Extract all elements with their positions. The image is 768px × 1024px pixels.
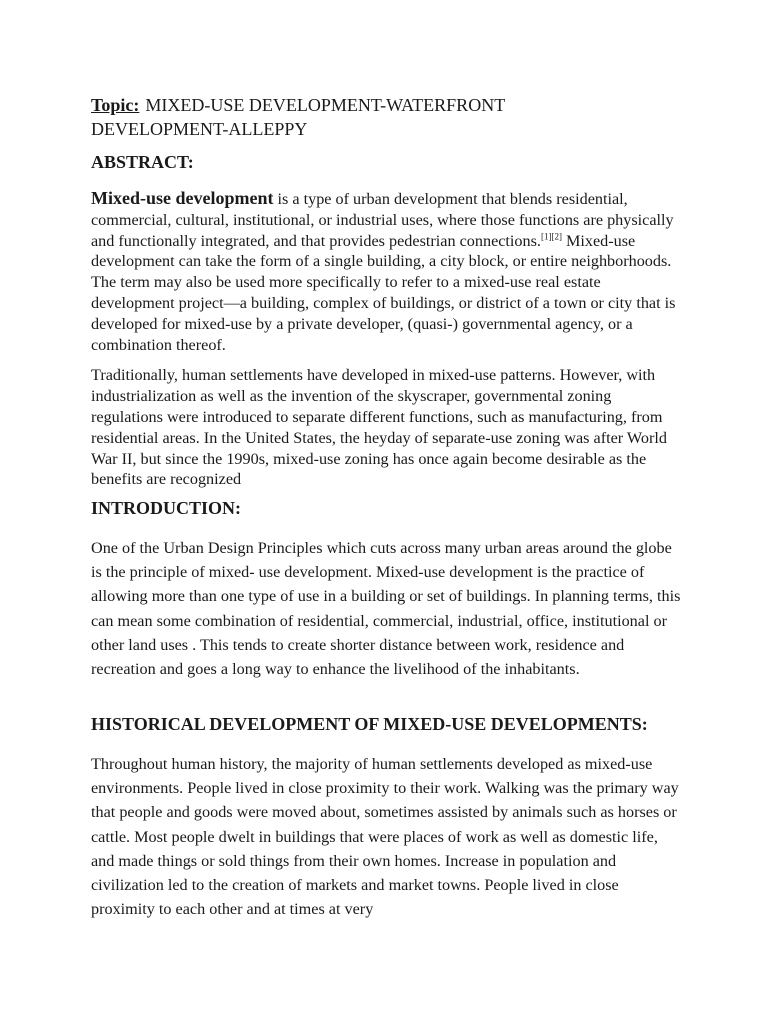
- abstract-p1-part1: is a type of urban development that blends residential, commercial, cultural, institutional, or industrial uses, where those functions are physically and functionally integrated, and that provides pedestrian connections.: [91, 190, 674, 250]
- abstract-p1-part2: Mixed-use development can take the form of a single building, a city block, or entire neighborhoods. The term may also be used more specifically to refer to a mixed-use real estate development project—a building, complex of buildings, or district of a town or city that is developed for mixed-use by a private developer, (quasi-) governmental agency, or a combination thereof.: [91, 231, 676, 354]
- topic-text: MIXED-USE DEVELOPMENT-WATERFRONT DEVELOPMENT-ALLEPPY: [91, 95, 505, 139]
- history-paragraph: Throughout human history, the majority of human settlements developed as mixed-use environments. People lived in close proximity to their work. Walking was the primary way that people and goods were moved about, sometimes assisted by animals such as horses or cattle. Most people dwelt in buildings that were places of work as well as domestic life, and made things or sold things from their own homes. Increase in population and civilization led to the creation of markets and market towns. People lived in close proximity to each other and at times at very: [91, 755, 679, 919]
- abstract-paragraph-2: Traditionally, human settlements have developed in mixed-use patterns. However, with industrialization as well as the invention of the skyscraper, governmental zoning regulations were introduced to separate different functions, such as manufacturing, from residential areas. In the United States, the heyday of separate-use zoning was after World War II, but since the 1990s, mixed-use zoning has once again become desirable as the benefits are recognized: [91, 366, 667, 489]
- introduction-paragraph: One of the Urban Design Principles which cuts across many urban areas around the globe is the principle of mixed- use development. Mixed-use development is the practice of allowing more than one type of use in a building or set of buildings. In planning terms, this can mean some combination of residential, commercial, industrial, office, institutional or other land uses . This tends to create shorter distance between work, residence and recreation and goes a long way to enhance the livelihood of the inhabitants.: [91, 539, 681, 679]
- introduction-heading: INTRODUCTION:: [91, 498, 242, 518]
- history-heading: HISTORICAL DEVELOPMENT OF MIXED-USE DEVELOPMENTS:: [91, 714, 648, 734]
- topic-title: [91, 93, 611, 141]
- citation-link[interactable]: [1][2]: [540, 231, 562, 242]
- abstract-lead-term: Mixed-use development: [91, 188, 274, 208]
- abstract-paragraph-1: [91, 188, 681, 355]
- topic-label: Topic:: [91, 95, 140, 115]
- abstract-section: [91, 188, 681, 500]
- abstract-heading: ABSTRACT:: [91, 152, 194, 172]
